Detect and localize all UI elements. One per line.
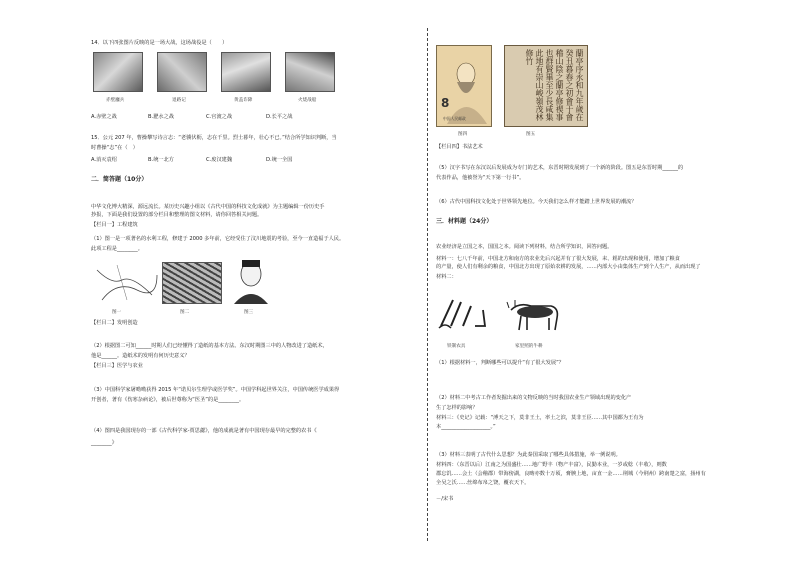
section3-title: 三．材料题（24分）	[436, 218, 493, 225]
q15-option-c[interactable]: C.废汉建魏	[206, 157, 233, 163]
fig2-label: 图二	[180, 310, 190, 315]
material1-line1: 材料一：七八千年前，中国北方和南方的农业先后兴起并有了很大发展，耒、耜的出现和使用，增加了粮食	[436, 256, 680, 262]
q2-line1: （2）根据图二可知______时期人们已经懂得了造纸的基本方法。东汉时期图三中的人物改进了造纸术，	[91, 343, 328, 349]
q15-line2: 时曹操“志”在（ ）	[91, 145, 138, 151]
q5-line1: （5）汉字书写在东汉以后发展成为专门的艺术，东晋时期发展到了一个新的阶段。图五是东晋时期______的	[436, 165, 684, 171]
material4-source: －/宋书	[436, 496, 454, 502]
q6-line1: （6）古代中国科技文化处于世界领先地位。今天我们怎么样才能踏上世界发展的潮流？	[436, 199, 637, 205]
ox-plowing-caption: 家里照的牛耕	[515, 344, 543, 349]
column2-title: 【栏目二】发明创造	[91, 320, 138, 326]
figure3-caimlun-portrait	[230, 256, 272, 306]
q1-line1: （1）图一是一项著名的水利工程，修建于 2000 多年前，它经受住了汶川地震的考验，至今一直造福于人民。	[91, 236, 345, 242]
column3-title: 【栏目三】医学与农业	[91, 363, 143, 369]
q4-line1: （4）图四是我国现存的一部《古代科学家-贾思勰》，他的成就是著有中国现存最早的完整的农书《	[91, 428, 317, 434]
ox-plowing-image	[505, 296, 563, 336]
sub-q1-line1: （1）根据材料一，判断哪些可以提升“有了很大发展”？	[436, 360, 564, 366]
q15-line1: 15．公元 207 年，曹操攀写诗言志：“老骥伏枥，志在千里。烈士暮年，壮心不已。”结合所学知识判断，当	[91, 135, 337, 141]
battle-caption-4: 火烧战船	[298, 98, 317, 103]
figure4-stamp-image	[436, 45, 492, 127]
figure1-dujiangyan-sketch	[92, 260, 162, 306]
q14-option-c[interactable]: C.官渡之战	[206, 114, 233, 120]
q1-line2: 此项工程是________。	[91, 246, 143, 252]
fig1-label: 图一	[112, 310, 122, 315]
q14-option-a[interactable]: A.赤壁之战	[91, 114, 117, 120]
battle-image-1	[93, 52, 143, 92]
column4-title: 【栏目四】书法艺术	[436, 144, 483, 150]
battle-caption-1: 赤壁鏖兵	[106, 98, 125, 103]
q5-line2: 代表作品，他被誉为“天下第一行书”。	[436, 175, 525, 181]
material3-line2: 本___________________。”	[436, 424, 496, 430]
sub-q2-line1: （2）材料二中考古工作者发掘出来的文物反映的当时我国农业生产领域出现的变化产	[436, 395, 632, 401]
fig4-label: 图四	[458, 132, 468, 137]
stamp-label: 中国人民邮政	[443, 116, 466, 121]
sub-q2-line2: 生了怎样的影响？	[436, 405, 478, 411]
material4-line3: 全吴之沃……丝绵布帛之饶，覆衣天下。	[436, 480, 530, 486]
section3-intro: 农业经济是立国之本，国国之本。阅读下列材料，结合所学知识，回答问题。	[436, 244, 613, 250]
material4-line2: 郡忘饥……会土（会稽郡）带海傍湖，良畴亦数十万顷，膏腴上地，亩直一金……荆城（今荆州）跨南楚之富，扬州有	[436, 471, 706, 477]
q15-option-d[interactable]: D.统一全国	[266, 157, 293, 163]
figure2-papermaking-image	[162, 262, 222, 304]
stamp-value: 8	[441, 96, 450, 110]
q14-option-d[interactable]: D.长平之战	[266, 114, 293, 120]
fig3-label: 图三	[244, 310, 254, 315]
battle-image-2	[157, 52, 207, 92]
sub-q3-line1: （3）材料三表明了古代什么思想？为此秦国采取了哪些具体措施，举一例说明。	[436, 452, 621, 458]
q4-line2: ________》	[91, 440, 117, 446]
material3-line1: 材料三：《史记》记载：“溥天之下，莫非王土，率土之滨，莫非王臣……其中国都为王有为	[436, 415, 644, 421]
stamp-portrait	[437, 46, 491, 126]
material4-line1: 材料四：（东晋以后）江南之为国盛壮……地广野丰（物产丰富），民勤本业，一岁或稔（丰收），则数	[436, 462, 667, 468]
section2-intro-line2: 抄报，下面是我们设置的部分栏目和整理的图文材料，请你回答相关问题。	[91, 212, 263, 218]
calligraphy-text: 蘭亭序永和九年歲在癸丑暮春之初會于會稽山陰之蘭亭修禊事也群賢畢至少長咸集此地有崇山峻嶺茂林修竹	[525, 49, 584, 121]
section2-title: 二．简答题（10分）	[91, 176, 148, 183]
fig5-label: 图五	[526, 132, 536, 137]
q15-option-b[interactable]: B.统一北方	[148, 157, 174, 163]
section2-intro-line1: 中华文化博大精深，源远流长。某历史兴趣小组以《古代中国的科技文化成就》为主题编辑一份历史手	[91, 204, 325, 210]
q15-option-a[interactable]: A.消灭袁绍	[91, 157, 117, 163]
iron-tools-caption: 铁制农具	[447, 344, 466, 349]
material1-line2: 的产量，使人们有剩余的粮食，中国北方出现了原始农耕的发展，……内部大小由集体生产到个人生产，从而出现了	[436, 264, 701, 270]
q3-line1: （3）中国科学家屠呦呦获得 2015 年“诺贝尔生理学或医学奖”。中国学科起世界关注，中国传统医学成果得	[91, 387, 340, 393]
battle-image-4	[285, 52, 335, 92]
q3-line2: 开创者，著有《伤寒杂病论》，被后世尊称为“医圣”的是________。	[91, 397, 245, 403]
material2-label: 材料二：	[436, 274, 457, 280]
iron-tools-image	[437, 296, 499, 334]
column-divider	[427, 28, 428, 543]
q2-line2: 他是______。造纸术的发明有何历史意义？	[91, 353, 190, 359]
column1-title: 【栏目一】工程建筑	[91, 222, 138, 228]
battle-caption-2: 退路记	[172, 98, 186, 103]
q14-stem: 14．以下四张图片反映的是一场大战，这场战役是（ ）	[91, 40, 228, 46]
figure5-calligraphy-image	[504, 45, 588, 127]
battle-caption-3: 黄盖诈降	[234, 98, 253, 103]
q14-option-b[interactable]: B.淝水之战	[148, 114, 174, 120]
battle-image-3	[221, 52, 271, 92]
